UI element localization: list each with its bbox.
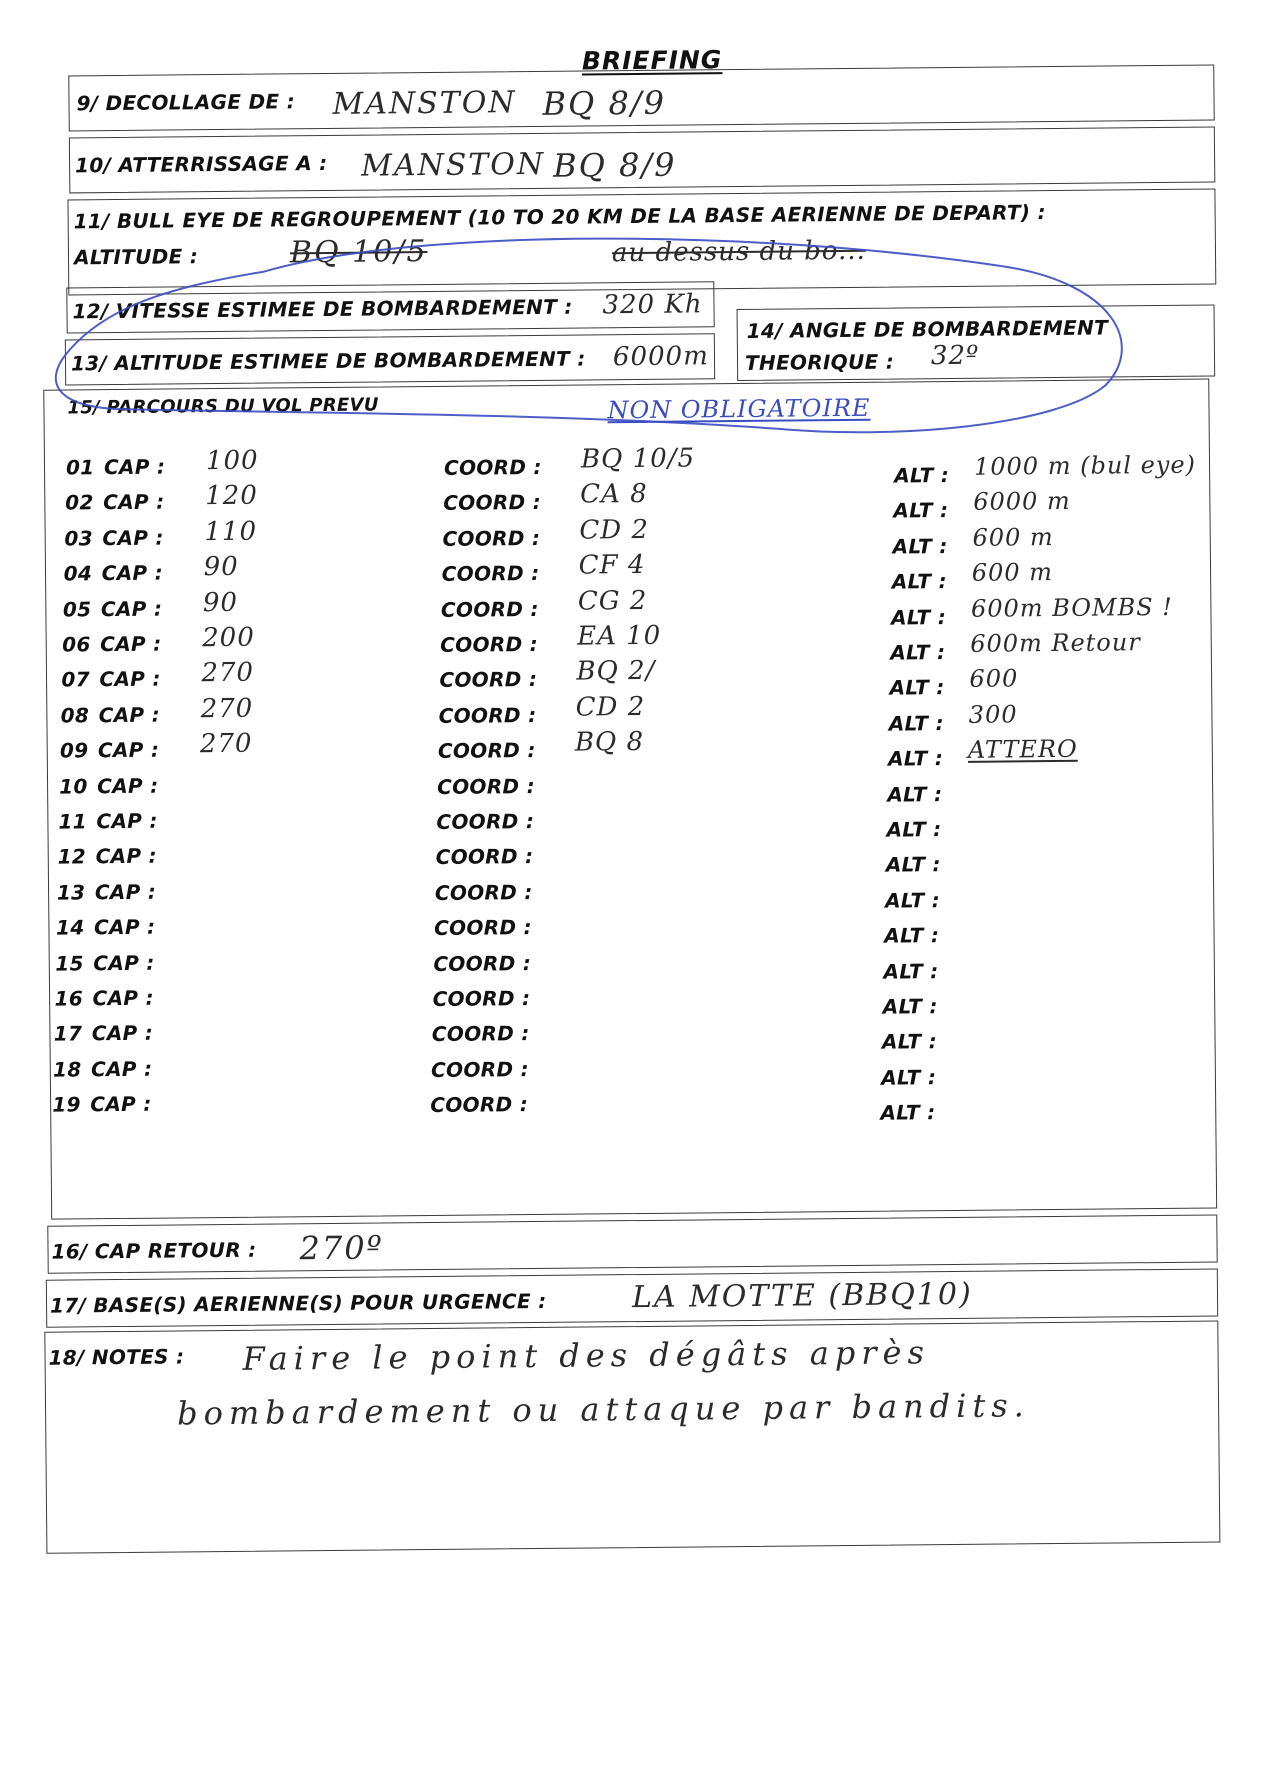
row-number: 03 xyxy=(64,526,94,551)
row-number: 02 xyxy=(65,490,94,515)
coord-value: EA 10 xyxy=(577,620,662,652)
cap-label: CAP : xyxy=(94,879,157,905)
coord-label: COORD : xyxy=(438,702,537,728)
row-number: 14 xyxy=(56,915,85,940)
cap-value: 200 xyxy=(202,622,255,654)
coord-label: COORD : xyxy=(434,879,533,905)
cap-value: 90 xyxy=(203,552,239,583)
cap-label: CAP : xyxy=(94,914,156,940)
section-15-label: 15/ PARCOURS DU VOL PREVU xyxy=(67,394,379,419)
alt-value: 600m Retour xyxy=(970,628,1141,658)
section-12-label: 12/ VITESSE ESTIMEE DE BOMBARDEMENT : xyxy=(72,294,573,324)
cap-label: CAP : xyxy=(102,525,164,550)
cap-label: CAP : xyxy=(99,666,161,692)
section-11-altitude-label: ALTITUDE : xyxy=(73,244,199,270)
coord-label: COORD : xyxy=(443,454,542,480)
alt-label: ALT : xyxy=(892,533,948,559)
alt-value: 600 m xyxy=(972,522,1054,552)
coord-label: COORD : xyxy=(433,950,532,976)
coord-label: COORD : xyxy=(437,773,536,799)
cap-value: 120 xyxy=(205,481,258,512)
section-9-label: 9/ DECOLLAGE DE : xyxy=(76,89,296,116)
alt-label: ALT : xyxy=(880,1100,936,1125)
coord-label: COORD : xyxy=(432,986,531,1011)
section-16-value: 270º xyxy=(299,1228,384,1268)
section-13-value: 6000m xyxy=(612,341,709,373)
alt-label: ALT : xyxy=(888,710,944,736)
coord-value: CA 8 xyxy=(580,479,648,510)
alt-value: 600 m xyxy=(971,558,1054,587)
alt-label: ALT : xyxy=(890,604,947,630)
cap-label: CAP : xyxy=(98,702,161,727)
coord-label: COORD : xyxy=(430,1092,529,1118)
row-number: 12 xyxy=(57,844,87,869)
coord-label: COORD : xyxy=(430,1056,529,1082)
alt-label: ALT : xyxy=(881,1029,938,1055)
cap-value: 110 xyxy=(204,516,258,547)
section-16-label: 16/ CAP RETOUR : xyxy=(51,1237,257,1264)
section-18-line-1: Faire le point des dégâts après xyxy=(242,1333,931,1378)
alt-value: 6000 m xyxy=(973,487,1071,517)
cap-label: CAP : xyxy=(90,1091,152,1117)
alt-value: 300 xyxy=(968,700,1018,729)
row-number: 08 xyxy=(60,703,90,728)
section-14-label-1: 14/ ANGLE DE BOMBARDEMENT xyxy=(746,315,1109,343)
cap-label: CAP : xyxy=(103,489,165,515)
row-number: 07 xyxy=(61,667,90,692)
cap-label: CAP : xyxy=(96,808,158,834)
cap-label: CAP : xyxy=(91,1021,154,1046)
section-15-note: NON OBLIGATOIRE xyxy=(607,393,871,425)
coord-label: COORD : xyxy=(436,809,535,834)
row-number: 17 xyxy=(53,1021,83,1047)
row-number: 05 xyxy=(62,596,92,622)
coord-value: CF 4 xyxy=(578,550,646,581)
alt-value: 1000 m (bul eye) xyxy=(973,450,1197,481)
row-number: 10 xyxy=(59,773,88,799)
coord-label: COORD : xyxy=(440,596,539,622)
cap-value: 90 xyxy=(202,587,239,618)
coord-value: BQ 8 xyxy=(574,727,645,758)
coord-label: COORD : xyxy=(434,915,533,941)
cap-label: CAP : xyxy=(97,737,160,763)
alt-label: ALT : xyxy=(885,852,941,878)
cap-value: 270 xyxy=(201,658,255,689)
row-number: 19 xyxy=(52,1092,81,1117)
cap-label: CAP : xyxy=(100,596,163,621)
alt-label: ALT : xyxy=(884,887,941,913)
coord-label: COORD : xyxy=(443,490,542,516)
section-10-label: 10/ ATTERRISSAGE A : xyxy=(74,150,328,178)
row-number: 13 xyxy=(56,880,86,905)
alt-value: ATTERO xyxy=(967,734,1078,765)
cap-value: 270 xyxy=(199,728,253,760)
cap-label: CAP : xyxy=(95,844,158,869)
section-17-label: 17/ BASE(S) AERIENNE(S) POUR URGENCE : xyxy=(49,1288,547,1318)
section-10-place: MANSTON xyxy=(360,146,546,184)
coord-label: COORD : xyxy=(441,561,540,587)
coord-label: COORD : xyxy=(440,631,539,657)
cap-label: CAP : xyxy=(101,560,164,586)
alt-value: 600m BOMBS ! xyxy=(970,592,1174,623)
row-number: 01 xyxy=(65,455,95,480)
section-13-label: 13/ ALTITUDE ESTIMEE DE BOMBARDEMENT : xyxy=(70,346,586,376)
alt-label: ALT : xyxy=(890,640,946,665)
coord-label: COORD : xyxy=(442,525,541,551)
section-11-note: au dessus du bo... xyxy=(611,235,866,269)
row-number: 11 xyxy=(58,809,87,834)
cap-label: CAP : xyxy=(90,1056,153,1082)
coord-value: BQ 10/5 xyxy=(580,443,696,475)
section-11-coord: BQ 10/5 xyxy=(289,234,428,271)
cap-label: CAP : xyxy=(97,773,159,798)
coord-label: COORD : xyxy=(439,667,538,693)
cap-label: CAP : xyxy=(92,985,155,1011)
alt-label: ALT : xyxy=(884,923,940,948)
cap-value: 100 xyxy=(205,445,259,477)
coord-value: CD 2 xyxy=(579,514,650,546)
coord-value: BQ 2/ xyxy=(576,656,656,687)
alt-label: ALT : xyxy=(891,569,947,594)
coord-label: COORD : xyxy=(437,738,536,764)
row-number: 06 xyxy=(62,632,91,657)
section-18-line-2: bombardement ou attaque par bandits. xyxy=(176,1386,1031,1433)
coord-label: COORD : xyxy=(431,1021,530,1047)
section-9-place: MANSTON xyxy=(332,85,517,122)
cap-label: CAP : xyxy=(100,631,162,657)
alt-label: ALT : xyxy=(886,817,942,842)
alt-label: ALT : xyxy=(893,498,949,523)
coord-label: COORD : xyxy=(435,844,534,870)
row-number: 18 xyxy=(52,1057,82,1082)
alt-label: ALT : xyxy=(883,958,939,984)
section-11-label: 11/ BULL EYE DE REGROUPEMENT (10 TO 20 KM DE LA BASE AERIENNE DE DEPART) : xyxy=(73,200,1046,234)
section-14-label-2: THEORIQUE : xyxy=(744,349,895,375)
row-number: 16 xyxy=(54,986,84,1011)
alt-value: 600 xyxy=(969,664,1019,694)
row-number: 09 xyxy=(59,738,89,763)
page-title: BRIEFING xyxy=(581,45,723,76)
cap-value: 270 xyxy=(200,693,254,725)
alt-label: ALT : xyxy=(881,1064,937,1090)
section-14-value: 32º xyxy=(930,340,980,372)
alt-label: ALT : xyxy=(894,463,950,488)
coord-value: CD 2 xyxy=(575,691,646,723)
alt-label: ALT : xyxy=(887,781,943,807)
section-9-coord: BQ 8/9 xyxy=(542,83,667,123)
section-18-label: 18/ NOTES : xyxy=(48,1344,185,1370)
alt-label: ALT : xyxy=(882,994,938,1019)
alt-label: ALT : xyxy=(889,675,945,700)
section-17-value: LA MOTTE (BBQ10) xyxy=(631,1276,973,1316)
cap-label: CAP : xyxy=(103,454,166,480)
section-12-value: 320 Kh xyxy=(602,289,703,321)
section-10-coord: BQ 8/9 xyxy=(552,145,677,185)
coord-value: CG 2 xyxy=(577,585,648,617)
row-number: 15 xyxy=(55,950,84,976)
row-number: 04 xyxy=(63,561,93,586)
alt-label: ALT : xyxy=(887,746,944,771)
cap-label: CAP : xyxy=(93,950,155,975)
